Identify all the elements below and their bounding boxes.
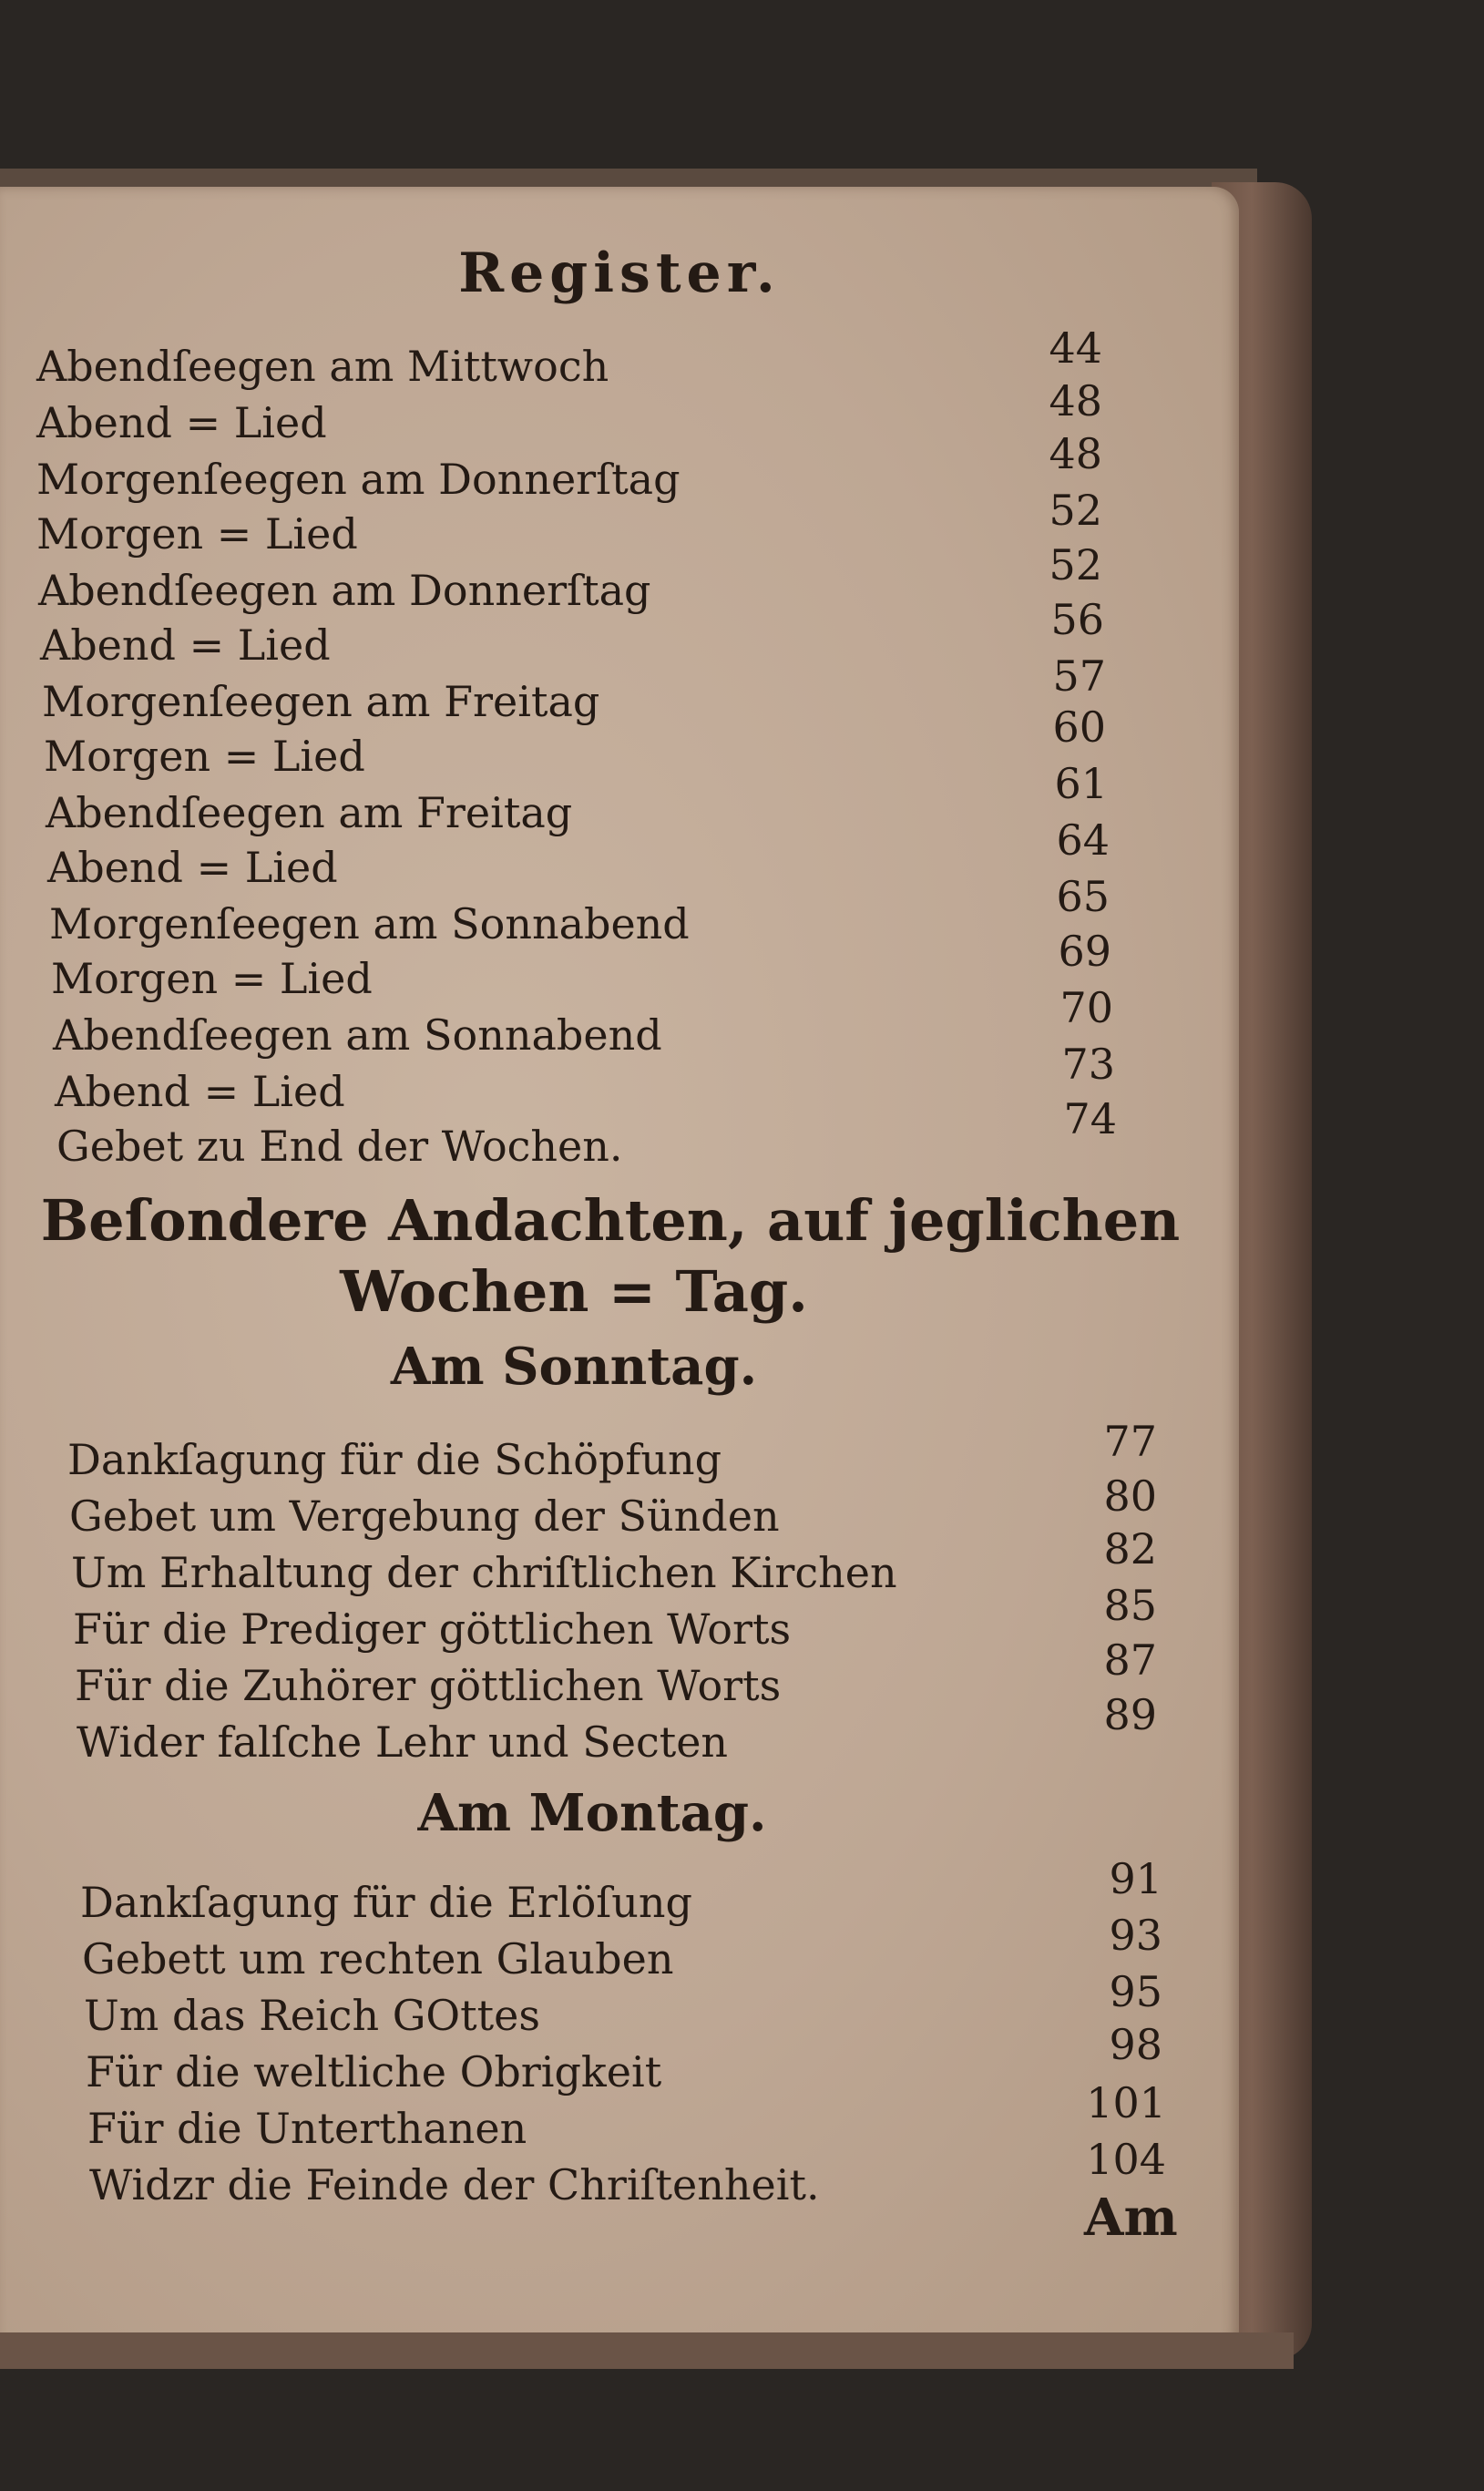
register-entry: Um Erhaltung der chriſtlichen Kirchen <box>71 1548 897 1597</box>
register-entry: Abendſeegen am Mittwoch <box>36 342 609 391</box>
page-number: 52 <box>1049 486 1102 535</box>
sunday-heading: Am Sonntag. <box>390 1337 758 1397</box>
register-entry: Morgenſeegen am Sonnabend <box>49 899 690 948</box>
page-number: 91 <box>1109 1854 1162 1903</box>
page-number: 77 <box>1103 1417 1157 1466</box>
page-number: 48 <box>1049 376 1102 425</box>
register-entry: Morgenſeegen am Freitag <box>42 677 600 726</box>
page-number: 74 <box>1063 1094 1117 1143</box>
register-entry: Abend = Lied <box>55 1067 345 1116</box>
page-number: 80 <box>1103 1471 1157 1521</box>
page-number: 98 <box>1109 2020 1162 2069</box>
monday-heading: Am Montag. <box>417 1783 767 1843</box>
register-entry: Abend = Lied <box>40 620 331 670</box>
page-number: 70 <box>1059 983 1113 1032</box>
register-entry: Wider falſche Lehr und Secten <box>77 1717 729 1767</box>
section-heading: Beſondere Andachten, auf jeglichen <box>40 1187 1181 1254</box>
register-entry: Morgen = Lied <box>44 732 365 781</box>
page-number: 69 <box>1058 927 1111 976</box>
page-number: 57 <box>1052 651 1106 701</box>
register-entry: Für die Prediger göttlichen Worts <box>73 1604 792 1654</box>
page-number: 64 <box>1056 815 1110 865</box>
register-entry: Gebet um Vergebung der Sünden <box>69 1492 780 1541</box>
catchword: Am <box>1084 2188 1178 2248</box>
page-title: Register. <box>458 241 781 305</box>
register-entry: Für die weltliche Obrigkeit <box>86 2047 662 2096</box>
page-number: 56 <box>1050 595 1104 644</box>
book-page <box>0 187 1239 2355</box>
page-number: 93 <box>1109 1911 1162 1960</box>
register-entry: Gebet zu End der Wochen. <box>56 1122 623 1171</box>
register-entry: Um das Reich GOttes <box>84 1991 540 2040</box>
page-number: 44 <box>1049 323 1102 373</box>
register-entry: Abend = Lied <box>47 843 338 892</box>
register-entry: Dankſagung für die Erlöſung <box>80 1878 692 1927</box>
register-entry: Für die Unterthanen <box>87 2104 527 2153</box>
page-number: 104 <box>1086 2135 1166 2184</box>
page-number: 61 <box>1054 759 1108 808</box>
page-number: 101 <box>1086 2078 1166 2127</box>
register-entry: Abendſeegen am Donnerſtag <box>38 566 651 615</box>
page-number: 65 <box>1056 872 1110 921</box>
page-number: 87 <box>1103 1635 1157 1685</box>
page-number: 48 <box>1049 429 1102 478</box>
register-entry: Gebett um rechten Glauben <box>82 1934 674 1984</box>
register-entry: Morgen = Lied <box>36 509 358 559</box>
register-entry: Dankſagung für die Schöpfung <box>67 1435 722 1484</box>
register-entry: Abend = Lied <box>36 398 327 447</box>
page-number: 60 <box>1052 702 1106 752</box>
page-number: 95 <box>1109 1967 1162 2016</box>
register-entry: Abendſeegen am Freitag <box>46 788 573 837</box>
register-entry: Abendſeegen am Sonnabend <box>53 1010 662 1060</box>
book-bottom-edge <box>0 2332 1294 2369</box>
page-number: 52 <box>1049 540 1102 589</box>
register-entry: Widzr die Feinde der Chriſtenheit. <box>89 2160 820 2209</box>
register-entry: Für die Zuhörer göttlichen Worts <box>75 1661 782 1710</box>
register-entry: Morgenſeegen am Donnerſtag <box>36 455 681 504</box>
section-heading-continued: Wochen = Tag. <box>340 1258 808 1325</box>
page-number: 85 <box>1103 1581 1157 1630</box>
register-content <box>0 187 1239 2355</box>
register-entry: Morgen = Lied <box>51 954 373 1003</box>
page-number: 89 <box>1103 1690 1157 1739</box>
page-number: 73 <box>1061 1040 1115 1089</box>
page-number: 82 <box>1103 1524 1157 1574</box>
